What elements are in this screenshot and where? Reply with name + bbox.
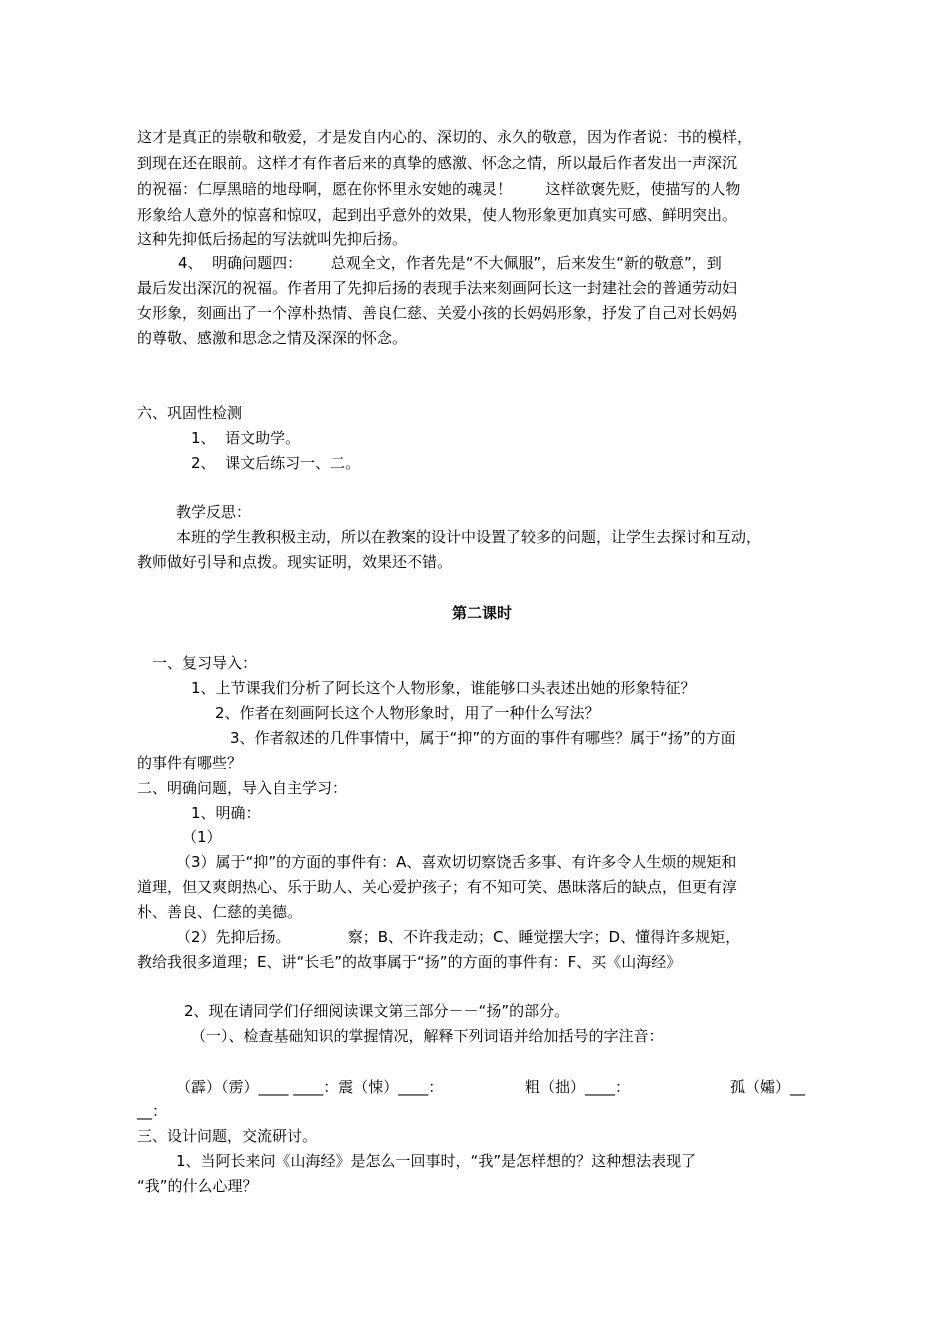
section-heading: 一、复习导入： [152, 654, 258, 672]
list-item: 2、现在请同学们仔细阅读课文第三部分－－“扬”的部分。 [184, 1002, 570, 1020]
section-heading: 六、巩固性检测 [137, 404, 243, 422]
question-line: 3、作者叙述的几件事情中，属于“抑”的方面的事件有哪些？属于“扬”的方面 [230, 729, 736, 747]
question-line: 1、当阿长来问《山海经》是怎么一回事时，“我”是怎样想的？这种想法表现了 [176, 1152, 697, 1170]
instruction-line: （一）、检查基础知识的掌握情况，解释下列词语并给加括号的字注音： [191, 1027, 664, 1045]
list-item: 1、明确： [191, 804, 261, 822]
paragraph-line: （3）属于“抑”的方面的事件有：A、喜欢切切察饶舌多事、有许多令人生烦的规矩和 [176, 853, 737, 871]
paragraph-line: 的祝福：仁厚黑暗的地母啊，愿在你怀里永安她的魂灵！ 这样欲褒先贬，使描写的人物 [137, 180, 741, 198]
list-item: （1） [182, 828, 222, 846]
paragraph-line: 道理，但又爽朗热心、乐于助人、关心爱护孩子；有不知可笑、愚昧落后的缺点，但更有淳 [137, 878, 738, 896]
paragraph-line: 形象给人意外的惊喜和惊叹，起到出乎意外的效果，使人物形象更加真实可感、鲜明突出。 [137, 206, 738, 224]
question-line: 1、上节课我们分析了阿长这个人物形象，谁能够口头表述出她的形象特征？ [191, 679, 696, 697]
paragraph-line: 到现在还在眼前。这样才有作者后来的真挚的感激、怀念之情，所以最后作者发出一声深沉 [137, 154, 738, 172]
list-item: 2、 课文后练习一、二。 [191, 454, 361, 472]
vocab-blank: （霹）（雳）____ ____：震（悚）____： [176, 1078, 444, 1096]
paragraph-line: 本班的学生教积极主动，所以在教案的设计中设置了较多的问题，让学生去探讨和互动， [176, 528, 762, 546]
paragraph-line: 这才是真正的崇敬和敬爱，才是发自内心的、深切的、永久的敬意，因为作者说：书的模样， [137, 128, 753, 146]
vocab-blank: __： [137, 1102, 168, 1120]
paragraph-line: 4、 明确问题四： 总观全文，作者先是“不大佩服”，后来发生“新的敬意”，到 [178, 254, 722, 272]
paragraph-line: 教师做好引导和点拨。现实证明，效果还不错。 [137, 553, 453, 571]
section-heading: 三、设计问题，交流研讨。 [137, 1127, 318, 1145]
vocab-blank: 粗（拙）____： [525, 1078, 631, 1096]
section-heading: 二、明确问题，导入自主学习： [137, 779, 348, 797]
question-line: 2、作者在刻画阿长这个人物形象时，用了一种什么写法？ [215, 704, 600, 722]
question-line: 的事件有哪些？ [137, 754, 243, 772]
paragraph-line: 这种先抑低后扬起的写法就叫先抑后扬。 [137, 230, 408, 248]
lesson-heading: 第二课时 [452, 604, 513, 622]
paragraph-line: 的尊敬、感激和思念之情及深深的怀念。 [137, 329, 408, 347]
paragraph-line: 朴、善良、仁慈的美德。 [137, 903, 303, 921]
reflection-title: 教学反思： [176, 503, 252, 521]
paragraph-line: （2）先抑后扬。 察；B、不许我走动；C、睡觉摆大字；D、懂得许多规矩， [176, 928, 741, 946]
paragraph-line: 教给我很多道理；E、讲“长毛”的故事属于“扬”的方面的事件有：F、买《山海经》 [137, 953, 682, 971]
vocab-blank: 孤（孀）__ [730, 1078, 806, 1096]
paragraph-line: 最后发出深沉的祝福。作者用了先抑后扬的表现手法来刻画阿长这一封建社会的普通劳动妇 [137, 279, 738, 297]
question-line: “我”的什么心理？ [137, 1177, 258, 1195]
list-item: 1、 语文助学。 [191, 429, 301, 447]
paragraph-line: 女形象，刻画出了一个淳朴热情、善良仁慈、关爱小孩的长妈妈形象，抒发了自己对长妈妈 [137, 304, 738, 322]
